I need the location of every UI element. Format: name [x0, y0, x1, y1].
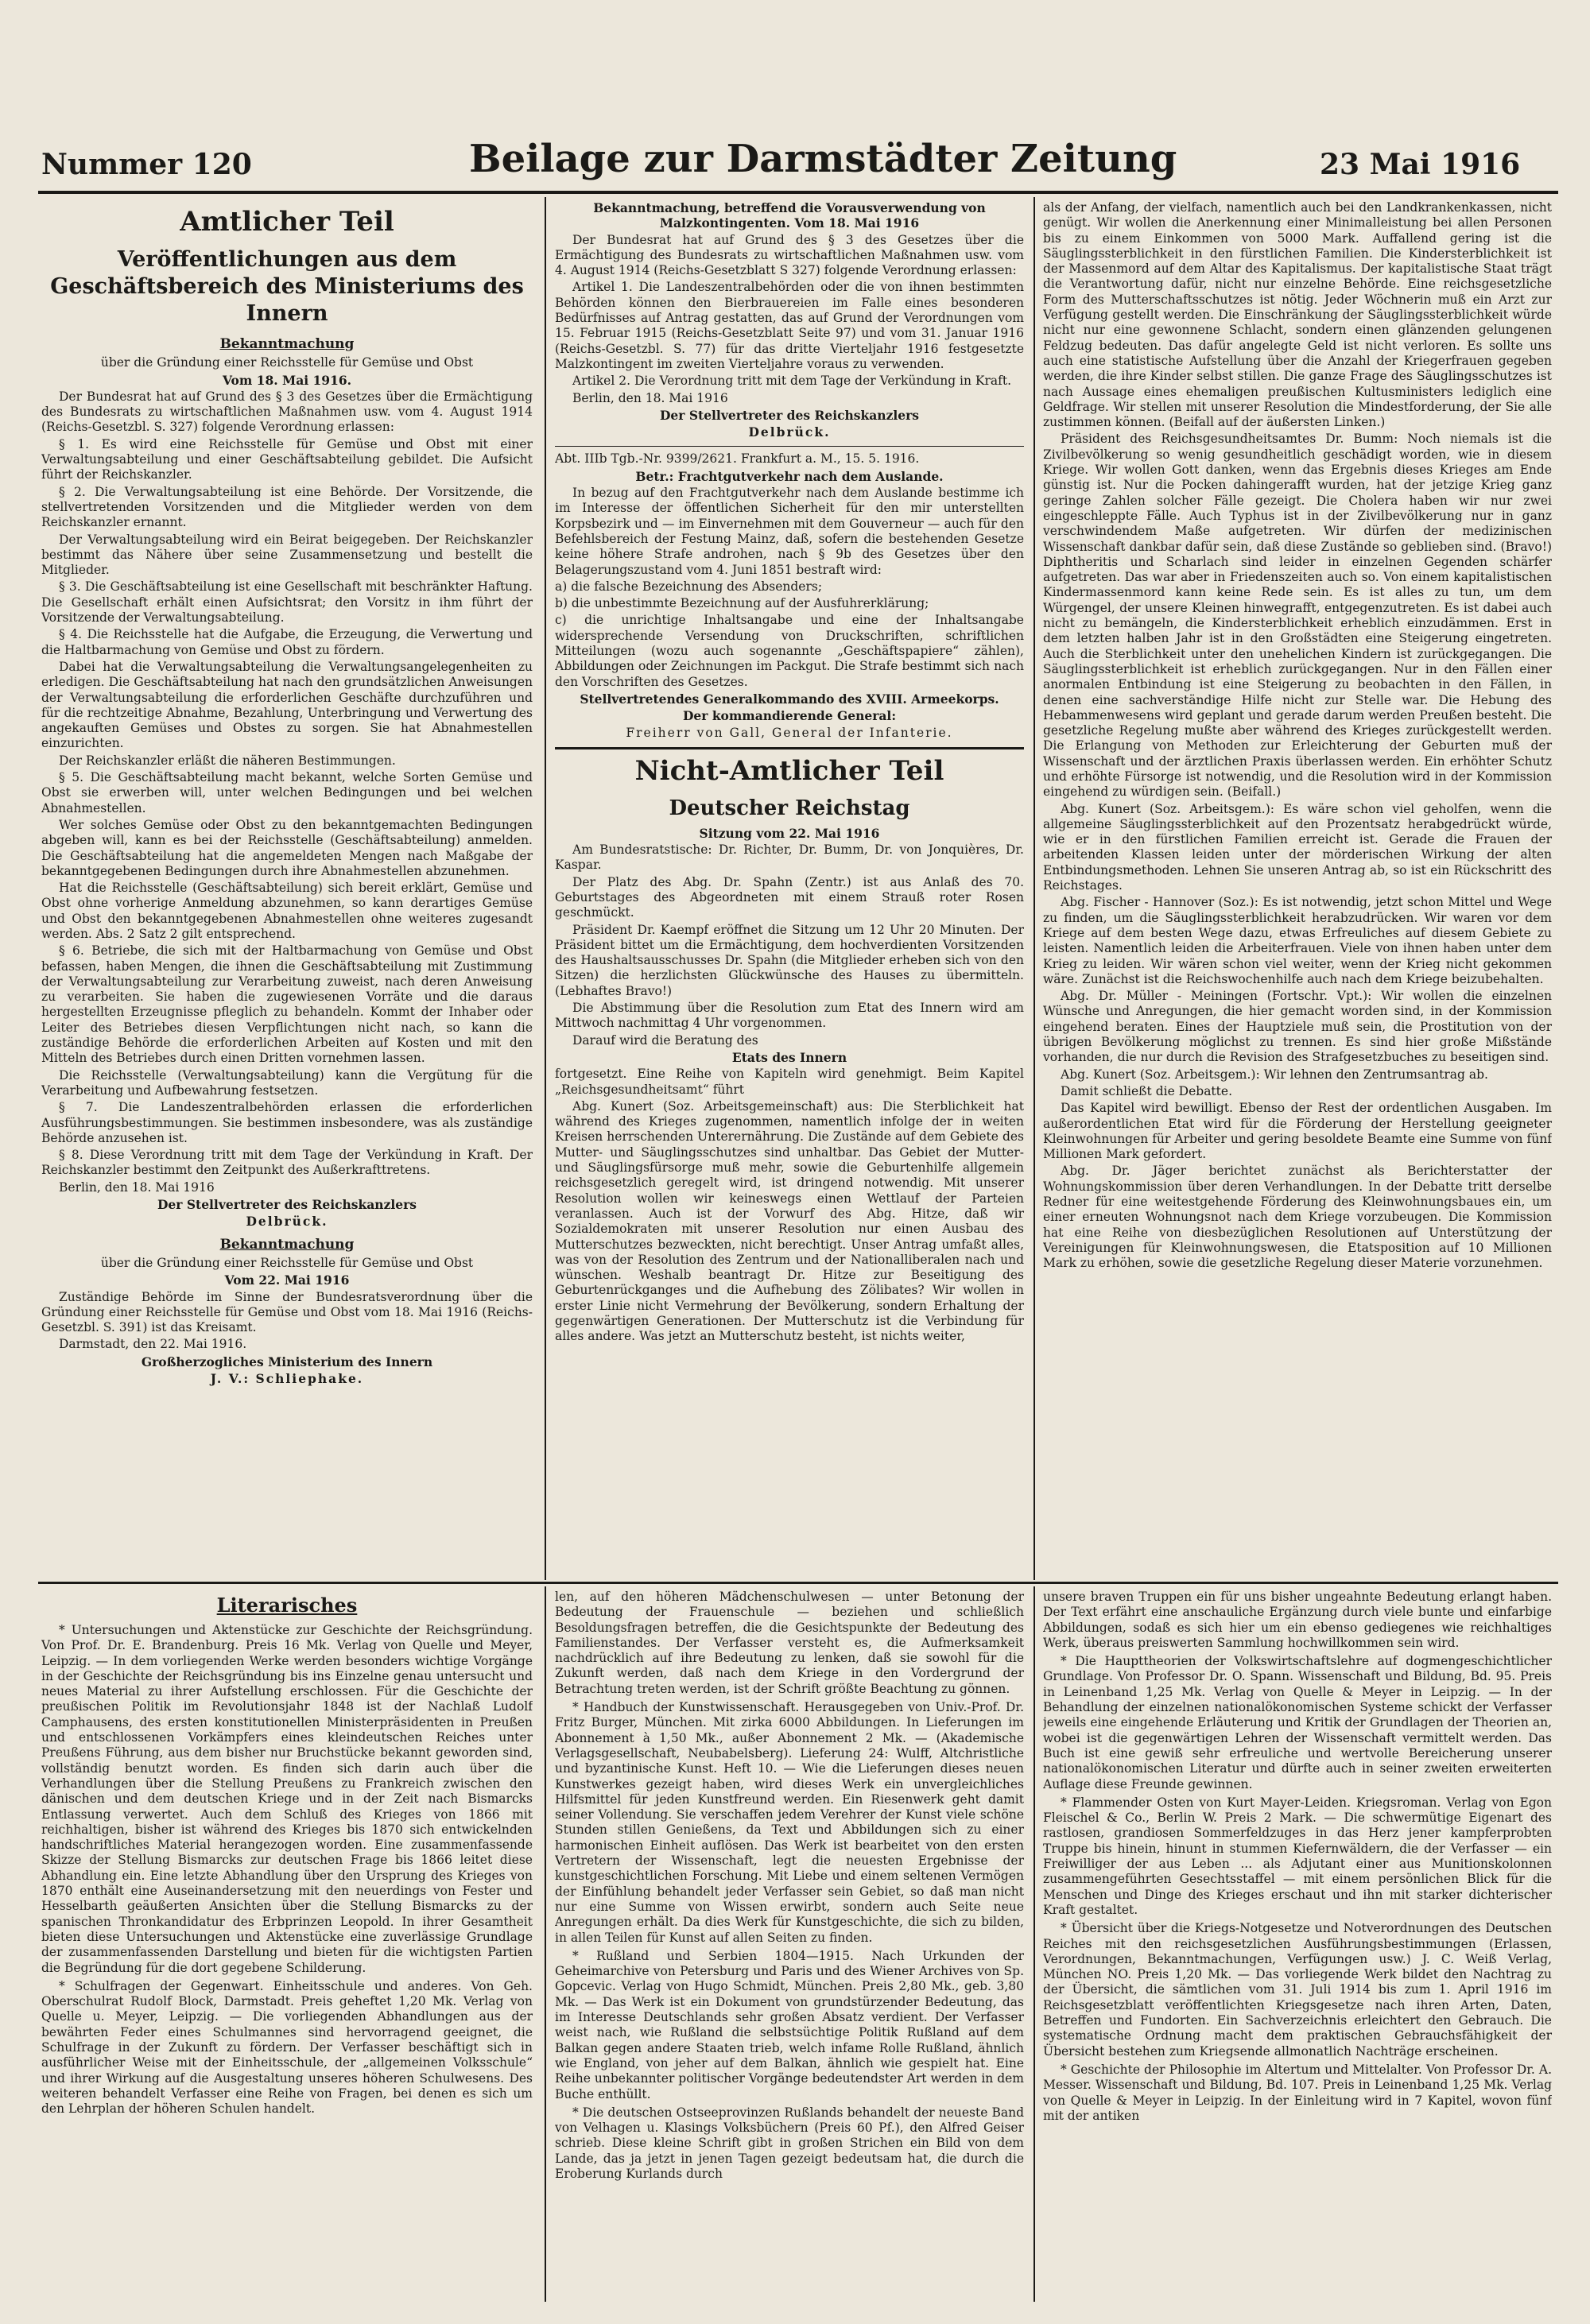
notice-subject: Betr.: Frachtgutverkehr nach dem Auslande.	[635, 468, 944, 484]
review-entry: * Untersuchungen und Aktenstücke zur Geschichte der Reichsgründung. Von Prof. Dr. E. Brandenburg. Preis 16 Mk. Verlag von Quelle und Meyer, Leipzig. — In dem vorliegenden Werke werden besonders wichtige Vorgänge in der Geschichte der Reichsgründung bis ins Einzelne genau untersucht und neues Material zu ihrer Aufstellung erschlossen. Für die Geschichte der preußischen Politik im Revolutionsjahr 1848 ist der Nachlaß Ludolf Camphausens, des ersten konstitutionellen Ministerpräsidenten in Preußen und entschlossenen Vorkämpfers eines kleindeutschen Reiches unter Preußens Führung, aus dem bisher nur Bruchstücke bekannt geworden sind, vollständig benutzt worden. Es finden sich darin auch über die Verhandlungen über die Stellung Preußens zu Frankreich zwischen den dänischen und dem deutschen Kriege und in der Zeit nach Bismarcks Entlassung verwertet. Auch dem Schluß des Krieges von 1866 mit reichhaltigen, bisher ist während des Krieges bis 1870 sich entwickelnden handschriftliches Material herangezogen worden. Eine zusammenfassende Skizze der Stellung Bismarcks zur deutschen Frage bis 1866 leitet diese Abhandlung ein. Eine letzte Abhandlung über den Ursprung des Krieges von 1870 enthält eine Auseinandersetzung mit den neuerdings von Fester und Hesselbarth geäußerten Ansichten über die Stellung Bismarcks zu der spanischen Thronkandidatur des Erbprinzen Leopold. In ihrer Gesamtheit bieten diese Untersuchungen und Aktenstücke eine zuverlässige Grundlage der zusammenfassenden Darstellung und bieten für die wichtigsten Partien die Begründung für die dort gegebene Schilderung.	[41, 1623, 533, 1975]
paragraph: § 8. Diese Verordnung tritt mit dem Tage der Verkündung in Kraft. Der Reichskanzler bestimmt den Zeitpunkt des Außerkrafttretens.	[41, 1148, 533, 1178]
bekanntmachung-heading: Bekanntmachung	[219, 336, 355, 352]
literarisches-column-3	[1043, 1590, 1552, 2301]
ministry-heading: Veröffentlichungen aus dem Geschäftsbereich des Ministeriums des Innern	[50, 247, 524, 326]
bekanntmachung-heading: Bekanntmachung	[219, 1236, 355, 1253]
paragraph: Abg. Dr. Müller - Meiningen (Fortschr. Vpt.): Wir wollen die einzelnen Wünsche und Anregungen, die hier gemacht worden sind, in der Kommission eingehend beraten. Eines der Hauptziele muß sein, die Prostitution von der übrigen Bevölkerung möglichst zu trennen. Es sind hier große Mißstände vorhanden, die nur durch die Revision des Strafgesetzbuches zu beseitigen sind.	[1043, 989, 1552, 1065]
notice-item: c) die unrichtige Inhaltsangabe und eine der Inhaltsangabe widersprechende Versendung von Druckschriften, schriftlichen Mitteilungen (wozu auch sogenannte „Geschäftspapiere“ zählen), Abbildungen oder Zeichnungen im Packgut. Die Strafe bestimmt sich nach den Vorschriften des Gesetzes.	[555, 613, 1024, 689]
column-divider	[545, 1586, 546, 2302]
literarisches-column-1	[41, 1590, 533, 2301]
signature-name: J. V.: Schliephake.	[210, 1371, 364, 1386]
paragraph: Abg. Kunert (Soz. Arbeitsgem.): Es wäre schon viel geholfen, wenn die allgemeine Säuglingssterblichkeit auf den Prozentsatz herabgedrückt würde, wie er in den fürstlichen Familien erreicht ist. Gerade die Frauen der arbeitenden Klassen leiden unter der mörderischen Wirkung der alten Entbindungsmethoden. Lehnen Sie unseren Antrag ab, so ist ein Rückschritt des Reichstages.	[1043, 801, 1552, 893]
paragraph: Damit schließt die Debatte.	[1061, 1083, 1232, 1098]
signature-title: Der Stellvertreter des Reichskanzlers	[157, 1197, 417, 1213]
signature-name: Delbrück.	[246, 1214, 328, 1230]
session-date: Sitzung vom 22. Mai 1916	[699, 825, 880, 841]
paragraph: fortgesetzt. Eine Reihe von Kapiteln wird genehmigt. Beim Kapitel „Reichsgesundheitsamt“ führt	[555, 1067, 1024, 1097]
bekanntmachung-date: Vom 22. Mai 1916	[224, 1272, 350, 1288]
place-date: Berlin, den 18. Mai 1916	[59, 1179, 215, 1195]
notice-item: b) die unbestimmte Bezeichnung auf der Ausfuhrerklärung;	[555, 596, 929, 611]
paragraph: Zuständige Behörde im Sinne der Bundesratsverordnung über die Gründung einer Reichsstelle für Gemüse und Obst vom 18. Mai 1916 (Reichs-Gesetzbl. S. 391) ist das Kreisamt.	[41, 1289, 533, 1335]
paragraph: Dabei hat die Verwaltungsabteilung die Verwaltungsangelegenheiten zu erledigen. Die Geschäftsabteilung hat nach den grundsätzlichen Anweisungen der Verwaltungsabteilung die erforderlichen Geschäfte durchzuführen und für die rechtzeitige Abnahme, Bezahlung, Unterbringung und Verwertung des angekauften Gemüses und Obstes zu sorgen. Sie hat Abnahmestellen einzurichten.	[41, 659, 533, 751]
review-entry: * Geschichte der Philosophie im Altertum und Mittelalter. Von Professor Dr. A. Messer. Wissenschaft und Bildung, Bd. 107. Preis in Leinenband 1,25 Mk. Verlag von Quelle & Meyer in Leipzig. In der Einleitung wird in 7 Kapitel, wovon fünf mit der antiken	[1043, 2062, 1552, 2123]
paragraph: Hat die Reichsstelle (Geschäftsabteilung) sich bereit erklärt, Gemüse und Obst ohne vorherige Anmeldung abzunehmen, so kann derartiges Gemüse und Obst den bekanntgegebenen Abnahmestellen ohne weiteres zugesandt werden. Abs. 2 Satz 2 gilt entsprechend.	[41, 881, 533, 941]
column-divider	[1034, 1586, 1035, 2302]
review-entry: * Die deutschen Ostseeprovinzen Rußlands behandelt der neueste Band von Velhagen u. Klasings Volksbüchern (Preis 60 Pf.), den Alfred Geiser schrieb. Diese kleine Schrift gibt in großen Strichen ein Bild von dem Lande, das ja jetzt in jenen Tagen gezeigt bedeutsam hat, die durch die Eroberung Kurlands durch	[555, 2105, 1024, 2181]
paragraph: Das Kapitel wird bewilligt. Ebenso der Rest der ordentlichen Ausgaben. Im außerordentlichen Etat wird für die Förderung der Herstellung geeigneter Kleinwohnungen für Arbeiter und gering besoldete Beamte eine Summe von fünf Millionen Mark gefordert.	[1043, 1101, 1552, 1162]
notice-item: a) die falsche Bezeichnung des Absenders;	[555, 579, 823, 594]
etat-heading: Etats des Innern	[731, 1049, 847, 1065]
paragraph: § 7. Die Landeszentralbehörden erlassen die erforderlichen Ausführungsbestimmungen. Sie bestimmen insbesondere, was als zuständige Behörde anzusehen ist.	[41, 1100, 533, 1145]
signature-title: Großherzogliches Ministerium des Innern	[141, 1354, 433, 1369]
paragraph: als der Anfang, der vielfach, namentlich auch bei den Landkrankenkassen, nicht genügt. Wir wollen die Anerkennung einer Minimalleistung bei allen Personen bis zu einem Einkommen von 5000 Mark. Auffallend gering ist die Säuglingssterblichkeit in den fürstlichen Familien. Die Kindersterblichkeit ist der Massenmord auf dem Altar des Kapitalismus. Der kapitalistische Staat trägt die Verantwortung dafür, nicht nur einzelne Behörde. Eine reichsgesetzliche Form des Mutterschaftsschutzes ist nötig. Jeder Wöchnerin muß ein Arzt zur Verfügung gestellt werden. Die Einschränkung der Säuglingssterblichkeit würde nicht nur eine gewonnene Schlacht, sondern einen glänzenden gelungenen Feldzug bedeuten. Das dafür angelegte Geld ist nicht verloren. Es sollte uns auch eine statistische Aufstellung über die Anzahl der Kriegerfrauen gegeben werden, die ihre Kinder selbst stillen. Die ganze Frage des Säuglingsschutzes ist nach Aussage eines ehemaligen preußischen Kultusministers lediglich eine Geldfrage. Wir stellen mit unserer Resolution die Mindestforderung, der Sie alle zustimmen können. (Beifall auf der äußersten Linken.)	[1043, 200, 1552, 430]
signature-title: Der Stellvertreter des Reichskanzlers	[659, 407, 920, 423]
paragraph: § 2. Die Verwaltungsabteilung ist eine Behörde. Der Vorsitzende, die stellvertretenden Vorsitzenden und die Mitglieder werden von dem Reichskanzler ernannt.	[41, 484, 533, 530]
paragraph: In bezug auf den Frachtgutverkehr nach dem Auslande bestimme ich im Interesse der öffentlichen Sicherheit für den mir unterstellten Korpsbezirk und — im Einvernehmen mit dem Gouverneur — auch für den Befehlsbereich der Festung Mainz, daß, sofern die bestehenden Gesetze keine höhere Strafe androhen, nach § 9b des Gesetzes über den Belagerungszustand vom 4. Juni 1851 bestraft wird:	[555, 486, 1024, 577]
paragraph: § 4. Die Reichsstelle hat die Aufgabe, die Erzeugung, die Verwertung und die Haltbarmachung von Gemüse und Obst zu fördern.	[41, 627, 533, 657]
paragraph: Der Platz des Abg. Dr. Spahn (Zentr.) ist aus Anlaß des 70. Geburtstages des Abgeordneten mit einem Strauß roter Rosen geschmückt.	[555, 874, 1024, 920]
literarisches-column-2	[555, 1590, 1024, 2301]
section-rule	[38, 1582, 1558, 1584]
reichstag-heading: Deutscher Reichstag	[669, 796, 910, 820]
paragraph: Die Abstimmung über die Resolution zum Etat des Innern wird am Mittwoch nachmittag 4 Uhr vorgenommen.	[555, 1001, 1024, 1031]
paragraph: § 3. Die Geschäftsabteilung ist eine Gesellschaft mit beschränkter Haftung. Die Gesellschaft erhält einen Aufsichtsrat; den Vorsitz in ihm führt der Vorsitzende der Verwaltungsabteilung.	[41, 579, 533, 626]
section-divider	[555, 747, 1024, 749]
paragraph: Der Verwaltungsabteilung wird ein Beirat beigegeben. Der Reichskanzler bestimmt das Nähere über seine Zusammensetzung und bestellt die Mitglieder.	[41, 532, 533, 578]
paragraph: Artikel 1. Die Landeszentralbehörden oder die von ihnen bestimmten Behörden können den Bierbrauereien im Falle eines besonderen Bedürfnisses auf Antrag gestatten, das auf Grund der Verordnungen vom 15. Februar 1915 (Reichs-Gesetzblatt Seite 97) und vom 31. Januar 1916 (Reichs-Gesetzbl. S. 77) für das dritte Vierteljahr 1916 festgesetzte Malzkontingent im zweiten Vierteljahre voraus zu verwenden.	[555, 280, 1024, 371]
review-entry: * Flammender Osten von Kurt Mayer-Leiden. Kriegsroman. Verlag von Egon Fleischel & Co., Berlin W. Preis 2 Mark. — Die schwermütige Eigenart des rastlosen, grandiosen Sommerfeldzuges in das Herz jener kampferprobten Truppe bis hinein, hinunt in stummen Kiefernwäldern, die der Verfasser — ein Freiwilliger der aus Leben ... als Adjutant einer aus Munitionskolonnen zusammengeführten Gesechtsstaffel — mit einem persönlichen Blick für die Menschen und Dinge des Krieges erschaut und ihn mit starker dichterischer Kraft gestaltet.	[1043, 1795, 1552, 1917]
bekanntmachung-subject: über die Gründung einer Reichsstelle für Gemüse und Obst	[100, 355, 474, 370]
signature-name: Delbrück.	[748, 424, 831, 440]
column-1	[41, 200, 533, 1579]
bekanntmachung-date: Vom 18. Mai 1916.	[222, 372, 352, 388]
notice-reference: Abt. IIIb Tgb.-Nr. 9399/2621. Frankfurt a. M., 15. 5. 1916.	[555, 451, 920, 467]
paragraph: Darauf wird die Beratung des	[572, 1032, 758, 1048]
signature-name: Freiherr von Gall, General der Infanterie.	[626, 725, 953, 740]
signature-title: Stellvertretendes Generalkommando des XVIII. Armeekorps.	[580, 691, 999, 707]
bekanntmachung-heading: Bekanntmachung, betreffend die Vorausverwendung von Malzkontingenten. Vom 18. Mai 1916	[593, 200, 986, 231]
paragraph: § 6. Betriebe, die sich mit der Haltbarmachung von Gemüse und Obst befassen, haben Mengen, die ihnen die Geschäftsabteilung mit Zustimmung der Verwaltungsabteilung zur Verarbeitung zuweist, nach deren Anweisung zu verarbeiten. Sie haben die zugewiesenen Vorräte und die daraus hergestellten Erzeugnisse pfleglich zu behandeln. Kommt der Inhaber oder Leiter des Betriebes diesen Verpflichtungen nicht nach, so kann die zuständige Behörde die erforderlichen Arbeiten auf Kosten und mit den Mitteln des Betriebes durch einen Dritten vornehmen lassen.	[41, 943, 533, 1066]
header-rule	[38, 191, 1558, 194]
paragraph: Der Bundesrat hat auf Grund des § 3 des Gesetzes über die Ermächtigung des Bundesrats zu wirtschaftlichen Maßnahmen usw. vom 4. August 1914 (Reichs-Gesetzbl. S. 327) folgende Verordnung erlassen:	[41, 389, 533, 435]
issue-date: 23 Mai 1916	[1320, 148, 1521, 181]
review-entry: unsere braven Truppen ein für uns bisher ungeahnte Bedeutung erlangt haben. Der Text erfährt eine anschauliche Ergänzung durch viele bunte und einfarbige Abbildungen, sodaß es sich hier um ein ebenso gediegenes wie reichhaltiges Werk, überaus preiswerten Sammlung hochwillkommen sein wird.	[1043, 1590, 1552, 1650]
place-date: Darmstadt, den 22. Mai 1916.	[59, 1337, 247, 1352]
paragraph: Abg. Kunert (Soz. Arbeitsgemeinschaft) aus: Die Sterblichkeit hat während des Krieges zugenommen, namentlich infolge der in weiten Kreisen herrschenden Unterernährung. Die Zustände auf dem Gebiete des Mutter- und Säuglingsschutzes sind unhaltbar. Das Gebiet der Mutter- und Säuglingsfürsorge muß mehr, sowie die Geburtenhilfe allgemein reichsgesetzlich geregelt wird, ist dringend notwendig. Mit unserer Resolution wollen wir keineswegs einen Wettlauf der Parteien veranlassen. Auch ist der Vorwurf des Abg. Hitze, daß wir Sozialdemokraten mit unserer Resolution nur einen Ausbau des Mutterschutzes bezweckten, nicht berechtigt. Unser Antrag umfaßt alles, was von der Resolution des Zentrum und der Nationalliberalen nach und wünschen. Weshalb beantragt Dr. Hitze zur Beseitigung des Geburtenrückganges und die Aufhebung des Zölibates? Wir wollen in erster Linie nicht Vermehrung der Bevölkerung, sondern Erhaltung der gegenwärtigen Generationen. Der Mutterschutz ist die Verbindung für alles andere. Was jetzt an Mutterschutz besteht, ist nichts weiter,	[555, 1098, 1024, 1344]
bekanntmachung-subject: über die Gründung einer Reichsstelle für Gemüse und Obst	[100, 1255, 474, 1270]
paragraph: Am Bundesratstische: Dr. Richter, Dr. Bumm, Dr. von Jonquières, Dr. Kaspar.	[555, 842, 1024, 873]
paragraph: Der Reichskanzler erläßt die näheren Bestimmungen.	[59, 753, 396, 768]
paragraph: Artikel 2. Die Verordnung tritt mit dem Tage der Verkündung in Kraft.	[572, 374, 1012, 389]
review-entry: * Handbuch der Kunstwissenschaft. Herausgegeben von Univ.-Prof. Dr. Fritz Burger, München. Mit zirka 6000 Abbildungen. In Lieferungen im Abonnement à 1,50 Mk., außer Abonnement 2 Mk. — (Akademische Verlagsgesellschaft, Neubabelsberg). Lieferung 24: Wulff, Altchristliche und byzantinische Kunst. Heft 10. — Wie die Lieferungen dieses neuen Kunstwerkes gezeigt haben, wird dieses Werk ein unvergleichliches Hilfsmittel für jeden Kunstfreund werden. Ein Riesenwerk geht damit seiner Vollendung. Sie verschaffen jedem Verehrer der Kunst viele schöne Stunden stillen Genießens, da Text und Abbildungen sich zu einer harmonischen Einheit auflösen. Das Werk ist bearbeitet von den ersten Vertretern der Wissenschaft, legt die neuesten Ergebnisse der kunstgeschichtlichen Forschung. Mit Liebe und einem seltenen Vermögen der Einfühlung behandelt jeder Verfasser sein Gebiet, so daß man nicht nur eine Summe von Wissen erwirbt, sondern auch Seite neue Anregungen erhält. Da dies Werk für Kunstgeschichte, die sich zu bilden, in allen Teilen für Kunst auf allen Seiten zu finden.	[555, 1700, 1024, 1945]
section-title-amtlich: Amtlicher Teil	[180, 206, 394, 238]
paragraph: Präsident des Reichsgesundheitsamtes Dr. Bumm: Noch niemals ist die Zivilbevölkerung so wenig gesundheitlich geschädigt worden, wie in diesem Kriege. Wir wollen Gott danken, wenn das Ergebnis dieses Krieges am Ende günstig ist. Nur die Pocken dahingerafft wurden, hat der jetzige Krieg ganz geringe Zahlen solcher Fälle gezeigt. Die Cholera haben wir nur zwei eingeschleppte Fälle. Auch Typhus ist in der Zivilbevölkerung nur in ganz verschwindendem Maße aufgetreten. Wir dürfen der medizinischen Wissenschaft dankbar dafür sein, daß diese Zustände so geblieben sind. (Bravo!) Diphtheritis und Scharlach sind leider in einzelnen Gegenden schärfer aufgetreten. Das war aber in Friedenszeiten auch so. Von einem kapitalistischen Kindermassenmord kann keine Rede sein. Es ist alles zu tun, um dem Würgengel, der unsere Kleinen hinwegrafft, entgegenzutreten. Es ist dabei auch nicht zu bemängeln, die Kindersterblichkeit erheblich einzudämmen. Erst in dem letzten halben Jahr ist in den Großstädten eine Steigerung eingetreten. Auch die Sterblichkeit unter den unehelichen Kindern ist zurückgegangen. Die Säuglingssterblichkeit ist erheblich zurückgegangen. Nur in den Fällen einer anormalen Entbindung ist eine Steigerung zu beobachten in den Fällen, in denen eine sachverständige Hilfe nicht zur Stelle war. Die Hebung des Hebammenwesens wird geplant und gerade darum werden Preußen besteht. Die gesetzliche Regelung mußte aber während des Krieges zurückgestellt werden. Die Erlangung von Methoden zur Erleichterung der Geburten muß der Wissenschaft und der ärztlichen Praxis überlassen werden. Ein erhöhter Schutz und erhöhte Fürsorge ist notwendig, und die Resolution wird in der Kommission eingehend zu würdigen sein. (Beifall.)	[1043, 432, 1552, 800]
paragraph: Präsident Dr. Kaempf eröffnet die Sitzung um 12 Uhr 20 Minuten. Der Präsident bittet um die Ermächtigung, dem hochverdienten Vorsitzenden des Haushaltsausschusses Dr. Spahn (die Mitglieder erheben sich von den Sitzen) die herzlichsten Glückwünsche des Hauses zu übermitteln. (Lebhaftes Bravo!)	[555, 922, 1024, 998]
paragraph: Der Bundesrat hat auf Grund des § 3 des Gesetzes über die Ermächtigung des Bundesrats zu wirtschaftlichen Maßnahmen usw. vom 4. August 1914 (Reichs-Gesetzblatt S 327) folgende Verordnung erlassen:	[555, 232, 1024, 278]
paragraph: Abg. Fischer - Hannover (Soz.): Es ist notwendig, jetzt schon Mittel und Wege zu finden, um die Säuglingssterblichkeit herabzudrücken. Wir waren vor dem Kriege auf dem besten Wege dazu, etwas Erfreuliches auf diesem Gebiete zu leisten. Namentlich leiden die Arbeiterfrauen. Viele von ihnen haben unter dem Krieg zu leiden. Wir wären schon viel weiter, wenn der Krieg nicht gekommen wäre. Zunächst ist die Reichswochenhilfe auch nach dem Kriege beizubehalten.	[1043, 895, 1552, 986]
review-entry: len, auf den höheren Mädchenschulwesen — unter Betonung der Bedeutung der Frauenschule — beziehen und schließlich Besoldungsfragen betreffen, die die Gesichtspunkte der Bedeutung des Familienstandes. Der Verfasser versteht es, die Aufmerksamkeit nachdrücklich auf ihre Bedeutung zu lenken, daß sie sowohl für die Zukunft werden, daß nach dem Kriege in den Vordergrund der Betrachtung treten werden, ist der Schrift größte Beachtung zu gönnen.	[555, 1590, 1024, 1696]
paragraph: § 1. Es wird eine Reichsstelle für Gemüse und Obst mit einer Verwaltungsabteilung und einer Geschäftsabteilung gebildet. Die Aufsicht führt der Reichskanzler.	[41, 436, 533, 482]
section-title-nicht-amtlich: Nicht-Amtlicher Teil	[634, 754, 944, 787]
paragraph: Abg. Dr. Jäger berichtet zunächst als Berichterstatter der Wohnungskommission über deren Verhandlungen. In der Debatte tritt derselbe Redner für eine weitestgehende Förderung des Kleinwohnungsbaues ein, um einer erneuten Wohnungsnot nach dem Kriege vorzubeugen. Die Kommission hat eine Reihe von diesbezüglichen Resolutionen auf Unterstützung der Vereinigungen für Kleinwohnungswesen, die Etatsposition auf 10 Millionen Mark zu erhöhen, sowie die gesetzliche Regelung dieser Materie vorzunehmen.	[1043, 1164, 1552, 1271]
literarisches-title: Literarisches	[216, 1594, 358, 1617]
newspaper-title: Beilage zur Darmstädter Zeitung	[469, 137, 1177, 181]
column-2	[555, 200, 1024, 1579]
column-divider	[1034, 197, 1035, 1580]
paragraph: Die Reichsstelle (Verwaltungsabteilung) kann die Vergütung für die Verarbeitung und Aufbewahrung festsetzen.	[41, 1067, 533, 1098]
paragraph: § 5. Die Geschäftsabteilung macht bekannt, welche Sorten Gemüse und Obst sie erwerben will, unter welchen Bedingungen und bei welchen Abnahmestellen.	[41, 770, 533, 815]
review-entry: * Übersicht über die Kriegs-Notgesetze und Notverordnungen des Deutschen Reiches mit den reichsgesetzlichen Ausführungsbestimmungen (Erlassen, Verordnungen, Bekanntmachungen, Verfügungen usw.) J. C. Weiß Verlag, München NO. Preis 1,20 Mk. — Das vorliegende Werk bildet den Nachtrag zu der Übersicht, die sämtlichen vom 31. Juli 1914 bis zum 1. April 1916 im Reichsgesetzblatt veröffentlichten Kriegsgesetze nach ihren Arten, Daten, Betreffen und Fundorten. Ein Sachverzeichnis erleichtert den Gebrauch. Die systematische Ordnung macht dem praktischen Gebrauchsfähigkeit der Übersicht bestehen zum Kriegsende allmonatlich Nachträge erscheinen.	[1043, 1921, 1552, 2059]
issue-number: Nummer 120	[41, 148, 252, 181]
column-3	[1043, 200, 1552, 1579]
paragraph: Abg. Kunert (Soz. Arbeitsgem.): Wir lehnen den Zentrumsantrag ab.	[1061, 1067, 1488, 1082]
review-entry: * Rußland und Serbien 1804—1915. Nach Urkunden der Geheimarchive von Petersburg und Paris und des Wiener Archives von Sp. Gopcevic. Verlag von Hugo Schmidt, München. Preis 2,80 Mk., geb. 3,80 Mk. — Das Werk ist ein Dokument von grundstürzender Bedeutung, das im Interesse Deutschlands sehr großen Absatz verdient. Der Verfasser weist nach, wie Rußland die selbstsüchtige Politik Rußland auf dem Balkan gegen andere Staaten trieb, welch infame Rolle Rußland, ähnlich wie England, von jeher auf dem Balkan, ähnlich wie gespielt hat. Eine Reihe unbekannter politischer Vorgänge bedeutendster Art werden in dem Buche enthüllt.	[555, 1948, 1024, 2101]
place-date: Berlin, den 18. Mai 1916	[572, 390, 728, 405]
column-divider	[545, 197, 546, 1580]
review-entry: * Die Haupttheorien der Volkswirtschaftslehre auf dogmengeschichtlicher Grundlage. Von Professor Dr. O. Spann. Wissenschaft und Bildung, Bd. 95. Preis in Leinenband 1,25 Mk. Verlag von Quelle & Meyer in Leipzig. — In der Behandlung der einzelnen nationalökonomischen Systeme schickt der Verfasser jeweils eine eingehende Erläuterung und Kritik der Grundlagen der Theorien an, wobei ist die gegenwärtigen Lehren der Wissenschaft vermittelt werden. Das Buch ist eine gewiß sehr erfreuliche und wertvolle Bereicherung unserer nationalökonomischen Literatur und dürfte auch in seiner zweiten erweiterten Auflage diese Freunde gewinnen.	[1043, 1654, 1552, 1791]
signature-title: Der kommandierende General:	[682, 708, 897, 724]
paragraph: Wer solches Gemüse oder Obst zu den bekanntgemachten Bedingungen abgeben will, kann es bei der Reichsstelle (Geschäftsabteilung) anmelden. Die Geschäftsabteilung hat die angemeldeten Mengen nach Maßgabe der bekanntgegebenen Bedingungen durch ihre Abnahmestellen abzunehmen.	[41, 817, 533, 878]
review-entry: * Schulfragen der Gegenwart. Einheitsschule und anderes. Von Geh. Oberschulrat Rudolf Block, Darmstadt. Preis geheftet 1,20 Mk. Verlag von Quelle u. Meyer, Leipzig. — Die vorliegenden Abhandlungen aus der bewährten Feder eines Schulmannes sind hervorragend geeignet, die Schulfrage in der Zukunft zu fördern. Der Verfasser beschäftigt sich in ausführlicher Weise mit der Einheitsschule, der „allgemeinen Volksschule“ und ihrer Wirkung auf die Ausgestaltung unseres höheren Schulwesens. Des weiteren behandelt Verfasser eine Reihe von Fragen, bei denen es sich um den Lehrplan der höheren Schulen handelt.	[41, 1978, 533, 2117]
divider	[555, 446, 1024, 447]
